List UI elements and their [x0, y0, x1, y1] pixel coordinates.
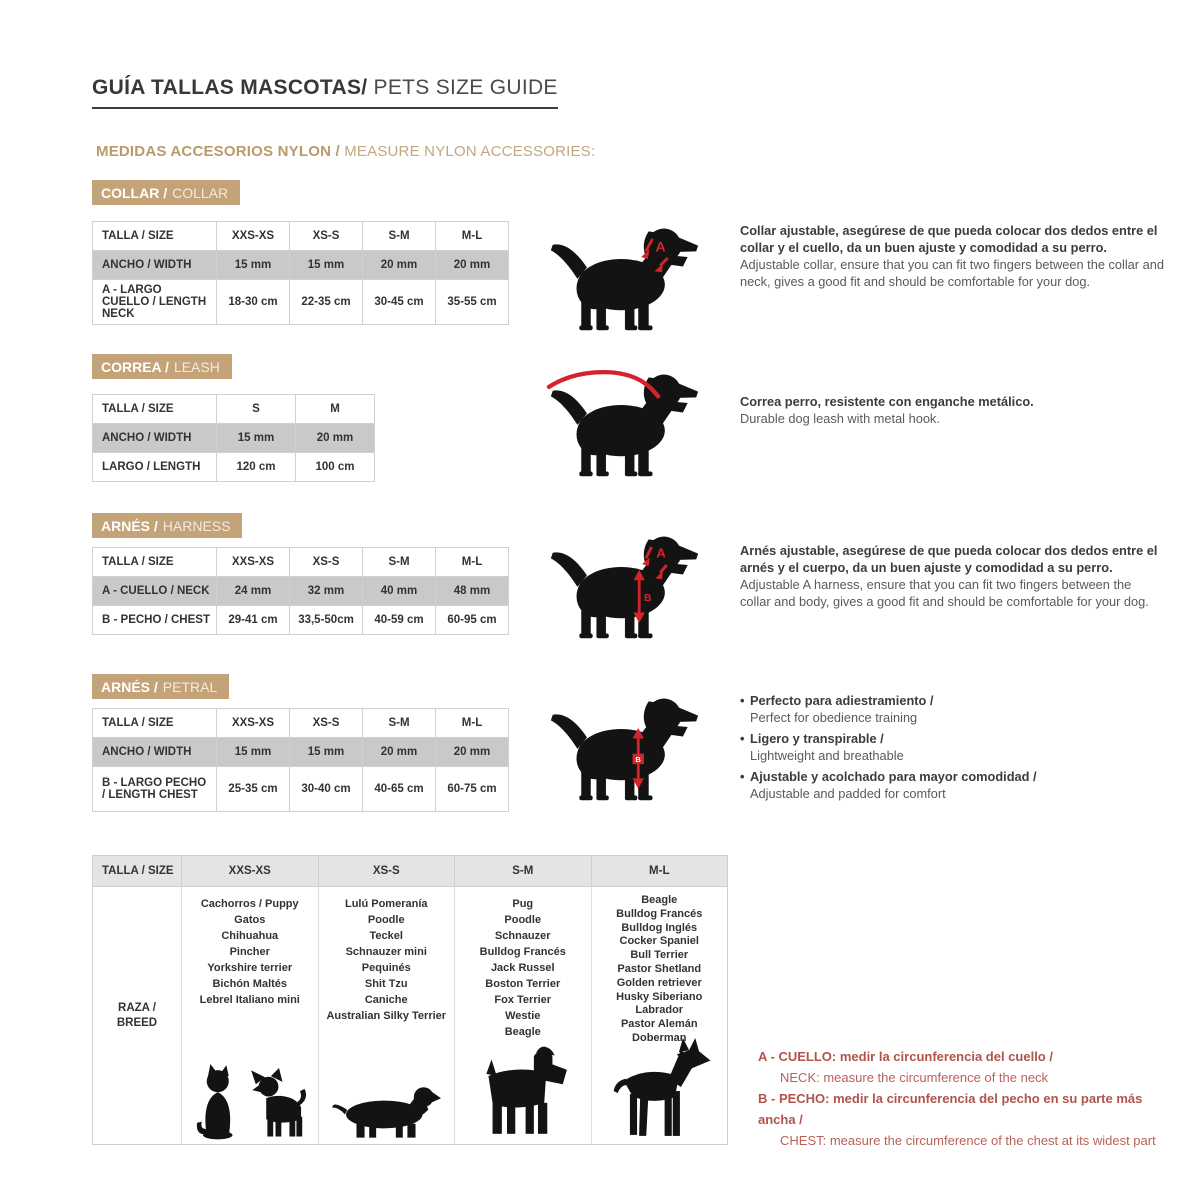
- harness-chest-0: 29-41 cm: [217, 606, 290, 635]
- breed-item: Poodle: [504, 914, 542, 926]
- harness-a-marker: A: [656, 545, 666, 561]
- leash-size-s: S: [217, 395, 296, 424]
- petral-chest-label: B - LARGO PECHO / LENGTH CHEST: [93, 767, 217, 812]
- harness-tag-es: ARNÉS /: [101, 517, 158, 534]
- leash-section-tag: [92, 354, 232, 379]
- petral-bullet-1-en: Lightweight and breathable: [750, 748, 904, 763]
- leash-width-label: ANCHO / WIDTH: [93, 424, 217, 453]
- breed-item: Labrador: [635, 1004, 684, 1017]
- petral-bullet-0-es: • Perfecto para adiestramiento /: [740, 692, 1164, 709]
- leash-width-1: 20 mm: [296, 424, 375, 453]
- breed-col-ml-header: M-L: [591, 856, 728, 886]
- harness-desc-en: Adjustable A harness, ensure that you can fit two fingers between the collar and body, gives a good fit and should be comfortable for your dog.: [740, 577, 1149, 609]
- schnauzer-icon: [476, 1045, 569, 1140]
- breed-item: Golden retriever: [616, 976, 702, 989]
- leash-tag-en: LEASH: [173, 358, 220, 375]
- leash-size-m: M: [296, 395, 375, 424]
- harness-section-tag: [92, 513, 242, 538]
- breed-item: Husky Siberiano: [616, 990, 703, 1003]
- harness-size-sm: S-M: [363, 548, 436, 577]
- collar-size-xxs: XXS-XS: [217, 222, 290, 251]
- harness-neck-1: 32 mm: [290, 577, 363, 606]
- labrador-leash-icon: [540, 366, 708, 480]
- raza-label-en: BREED: [116, 1016, 158, 1029]
- collar-neck-2: 30-45 cm: [363, 280, 436, 325]
- harness-neck-3: 48 mm: [436, 577, 509, 606]
- breed-item: Bulldog Inglés: [621, 921, 698, 934]
- harness-description: [740, 542, 1164, 610]
- raza-breed-label: [93, 886, 181, 1144]
- leash-description: [740, 393, 1164, 427]
- harness-dog-illustration: [540, 528, 708, 642]
- breed-item: Australian Silky Terrier: [326, 1010, 447, 1022]
- leash-size-label: TALLA / SIZE: [93, 395, 217, 424]
- breed-col-xs: [318, 886, 455, 1144]
- petral-section-tag: [92, 674, 229, 699]
- collar-width-0: 15 mm: [217, 251, 290, 280]
- breed-item: Lebrel Italiano mini: [199, 994, 300, 1006]
- breed-table-header: [93, 856, 727, 886]
- note-a-en: NECK: measure the circumference of the neck: [780, 1070, 1049, 1085]
- collar-neck-label: A - LARGO CUELLO / LENGTH NECK: [93, 280, 217, 325]
- collar-desc-en: Adjustable collar, ensure that you can fit two fingers between the collar and neck, gives a good fit and should be comfortable for your dog.: [740, 257, 1164, 289]
- petral-size-xs: XS-S: [290, 709, 363, 738]
- breed-item: Teckel: [369, 930, 403, 942]
- collar-neck-0: 18-30 cm: [217, 280, 290, 325]
- petral-size-sm: S-M: [363, 709, 436, 738]
- harness-chest-2: 40-59 cm: [363, 606, 436, 635]
- breed-col-xs-header: XS-S: [318, 856, 455, 886]
- collar-size-ml: M-L: [436, 222, 509, 251]
- leash-length-1: 100 cm: [296, 453, 375, 482]
- chihuahua-icon: [251, 1068, 307, 1140]
- breed-item: Pincher: [229, 946, 270, 958]
- page-subtitle-en: MEASURE NYLON ACCESSORIES:: [339, 143, 596, 160]
- breed-col-ml: [591, 886, 728, 1144]
- breed-item: Beagle: [504, 1026, 541, 1038]
- harness-tag-en: HARNESS: [162, 517, 231, 534]
- petral-size-label: TALLA / SIZE: [93, 709, 217, 738]
- leash-width-0: 15 mm: [217, 424, 296, 453]
- harness-size-ml: M-L: [436, 548, 509, 577]
- collar-width-3: 20 mm: [436, 251, 509, 280]
- breed-list-xxs: [182, 887, 318, 1008]
- collar-description: [740, 222, 1164, 290]
- collar-size-table: [92, 221, 509, 325]
- note-a-es: A - CUELLO: medir la circunferencia del cuello /: [758, 1049, 1053, 1064]
- harness-size-label: TALLA / SIZE: [93, 548, 217, 577]
- petral-chest-1: 30-40 cm: [290, 767, 363, 812]
- petral-tag-en: PETRAL: [162, 678, 218, 695]
- petral-width-label: ANCHO / WIDTH: [93, 738, 217, 767]
- petral-width-2: 20 mm: [363, 738, 436, 767]
- petral-tag-es: ARNÉS /: [101, 678, 158, 695]
- petral-features: [740, 688, 1164, 802]
- leash-dog-illustration: [540, 366, 708, 480]
- breed-item: Doberman: [632, 1031, 687, 1044]
- petral-b-marker: B: [635, 755, 641, 765]
- petral-width-3: 20 mm: [436, 738, 509, 767]
- breed-item: Bichón Maltés: [212, 978, 288, 990]
- harness-neck-label: A - CUELLO / NECK: [93, 577, 217, 606]
- breed-list-xs: [319, 887, 455, 1024]
- collar-size-sm: S-M: [363, 222, 436, 251]
- breed-item: Cocker Spaniel: [619, 935, 699, 948]
- page-title: [92, 76, 558, 109]
- harness-desc-es: Arnés ajustable, asegúrese de que pueda colocar dos dedos entre el arnés y el cuerpo, da un buen ajuste y comodidad a su perro.: [740, 543, 1158, 575]
- breed-item: Beagle: [641, 894, 678, 906]
- breed-item: Gatos: [234, 914, 266, 926]
- collar-desc-es: Collar ajustable, asegúrese de que pueda colocar dos dedos entre el collar y el cuello, da un buen ajuste y comodidad a su perro.: [740, 223, 1158, 255]
- doberman-icon: [605, 1038, 713, 1140]
- breed-item: Pug: [512, 898, 534, 910]
- page-subtitle-es: MEDIDAS ACCESORIOS NYLON /: [96, 143, 340, 160]
- leash-desc-es: Correa perro, resistente con enganche metálico.: [740, 394, 1034, 409]
- collar-width-1: 15 mm: [290, 251, 363, 280]
- breed-size-label: TALLA / SIZE: [102, 865, 174, 877]
- harness-chest-1: 33,5-50cm: [290, 606, 363, 635]
- petral-size-ml: M-L: [436, 709, 509, 738]
- breed-item: Schnauzer: [494, 930, 551, 942]
- breed-item: Cachorros / Puppy: [200, 898, 299, 910]
- breed-col-xxs: [181, 886, 318, 1144]
- breed-list-ml: [592, 887, 728, 1046]
- harness-chest-3: 60-95 cm: [436, 606, 509, 635]
- breed-table-body: [93, 886, 727, 1144]
- breed-item: Chihuahua: [221, 930, 279, 942]
- harness-b-marker: B: [643, 593, 652, 605]
- petral-chest-2: 40-65 cm: [363, 767, 436, 812]
- note-b-en: CHEST: measure the circumference of the chest at its widest part: [780, 1133, 1156, 1148]
- labrador-petral-icon: [540, 690, 708, 804]
- breed-item: Shit Tzu: [364, 978, 408, 990]
- breed-item: Poodle: [367, 914, 405, 926]
- leash-length-0: 120 cm: [217, 453, 296, 482]
- breed-col-xxs-header: XXS-XS: [181, 856, 318, 886]
- measurement-notes: [758, 1046, 1178, 1151]
- labrador-harness-icon: [540, 528, 708, 642]
- labrador-collar-icon: [540, 220, 708, 334]
- petral-bullet-1-es: • Ligero y transpirable /: [740, 730, 1164, 747]
- note-b-es: B - PECHO: medir la circunferencia del pecho en su parte más ancha /: [758, 1091, 1143, 1127]
- breed-item: Bulldog Francés: [479, 946, 566, 958]
- breed-item: Westie: [505, 1010, 541, 1022]
- breed-item: Schnauzer mini: [345, 946, 427, 958]
- petral-bullet-2-es: • Ajustable y acolchado para mayor comodidad /: [740, 768, 1164, 785]
- petral-width-1: 15 mm: [290, 738, 363, 767]
- breed-item: Jack Russel: [490, 962, 555, 974]
- collar-dog-illustration: [540, 220, 708, 334]
- petral-dog-illustration: [540, 690, 708, 804]
- harness-chest-label: B - PECHO / CHEST: [93, 606, 217, 635]
- breed-col-sm: [454, 886, 591, 1144]
- petral-size-xxs: XXS-XS: [217, 709, 290, 738]
- breed-item: Pastor Alemán: [620, 1018, 698, 1031]
- petral-bullet-2-en: Adjustable and padded for comfort: [750, 786, 946, 801]
- page-title-en: PETS SIZE GUIDE: [367, 76, 558, 99]
- breed-item: Boston Terrier: [485, 978, 561, 990]
- page-subtitle: [96, 143, 595, 160]
- breed-list-sm: [455, 887, 591, 1040]
- petral-chest-3: 60-75 cm: [436, 767, 509, 812]
- collar-size-label: TALLA / SIZE: [93, 222, 217, 251]
- collar-a-marker: A: [655, 239, 666, 256]
- petral-bullet-0-en: Perfect for obedience training: [750, 710, 918, 725]
- breed-item: Lulú Pomeranía: [344, 898, 428, 910]
- collar-section-tag: [92, 180, 240, 205]
- breed-item: Bulldog Francés: [616, 907, 703, 920]
- harness-neck-0: 24 mm: [217, 577, 290, 606]
- harness-neck-2: 40 mm: [363, 577, 436, 606]
- collar-neck-3: 35-55 cm: [436, 280, 509, 325]
- leash-desc-en: Durable dog leash with metal hook.: [740, 411, 940, 426]
- breed-item: Caniche: [364, 994, 408, 1006]
- collar-tag-es: COLLAR /: [101, 184, 168, 201]
- breed-item: Pastor Shetland: [617, 962, 702, 975]
- collar-tag-en: COLLAR: [172, 184, 229, 201]
- collar-width-label: ANCHO / WIDTH: [93, 251, 217, 280]
- breed-item: Pequinés: [361, 962, 411, 974]
- breed-item: Yorkshire terrier: [207, 962, 293, 974]
- petral-size-table: [92, 708, 509, 812]
- petral-width-0: 15 mm: [217, 738, 290, 767]
- collar-size-xs: XS-S: [290, 222, 363, 251]
- harness-size-xxs: XXS-XS: [217, 548, 290, 577]
- page-title-es: GUÍA TALLAS MASCOTAS/: [92, 76, 368, 99]
- breed-item: Bull Terrier: [630, 949, 689, 962]
- harness-size-xs: XS-S: [290, 548, 363, 577]
- breed-col-sm-header: S-M: [454, 856, 591, 886]
- leash-length-label: LARGO / LENGTH: [93, 453, 217, 482]
- collar-width-2: 20 mm: [363, 251, 436, 280]
- leash-tag-es: CORREA /: [101, 358, 169, 375]
- petral-chest-0: 25-35 cm: [217, 767, 290, 812]
- leash-size-table: [92, 394, 375, 482]
- raza-label-es: RAZA /: [118, 1001, 156, 1014]
- dachshund-icon: [331, 1082, 441, 1140]
- breed-item: Fox Terrier: [494, 994, 552, 1006]
- harness-size-table: [92, 547, 509, 635]
- cat-icon: [193, 1064, 245, 1140]
- breed-size-table: [92, 855, 728, 1145]
- collar-neck-1: 22-35 cm: [290, 280, 363, 325]
